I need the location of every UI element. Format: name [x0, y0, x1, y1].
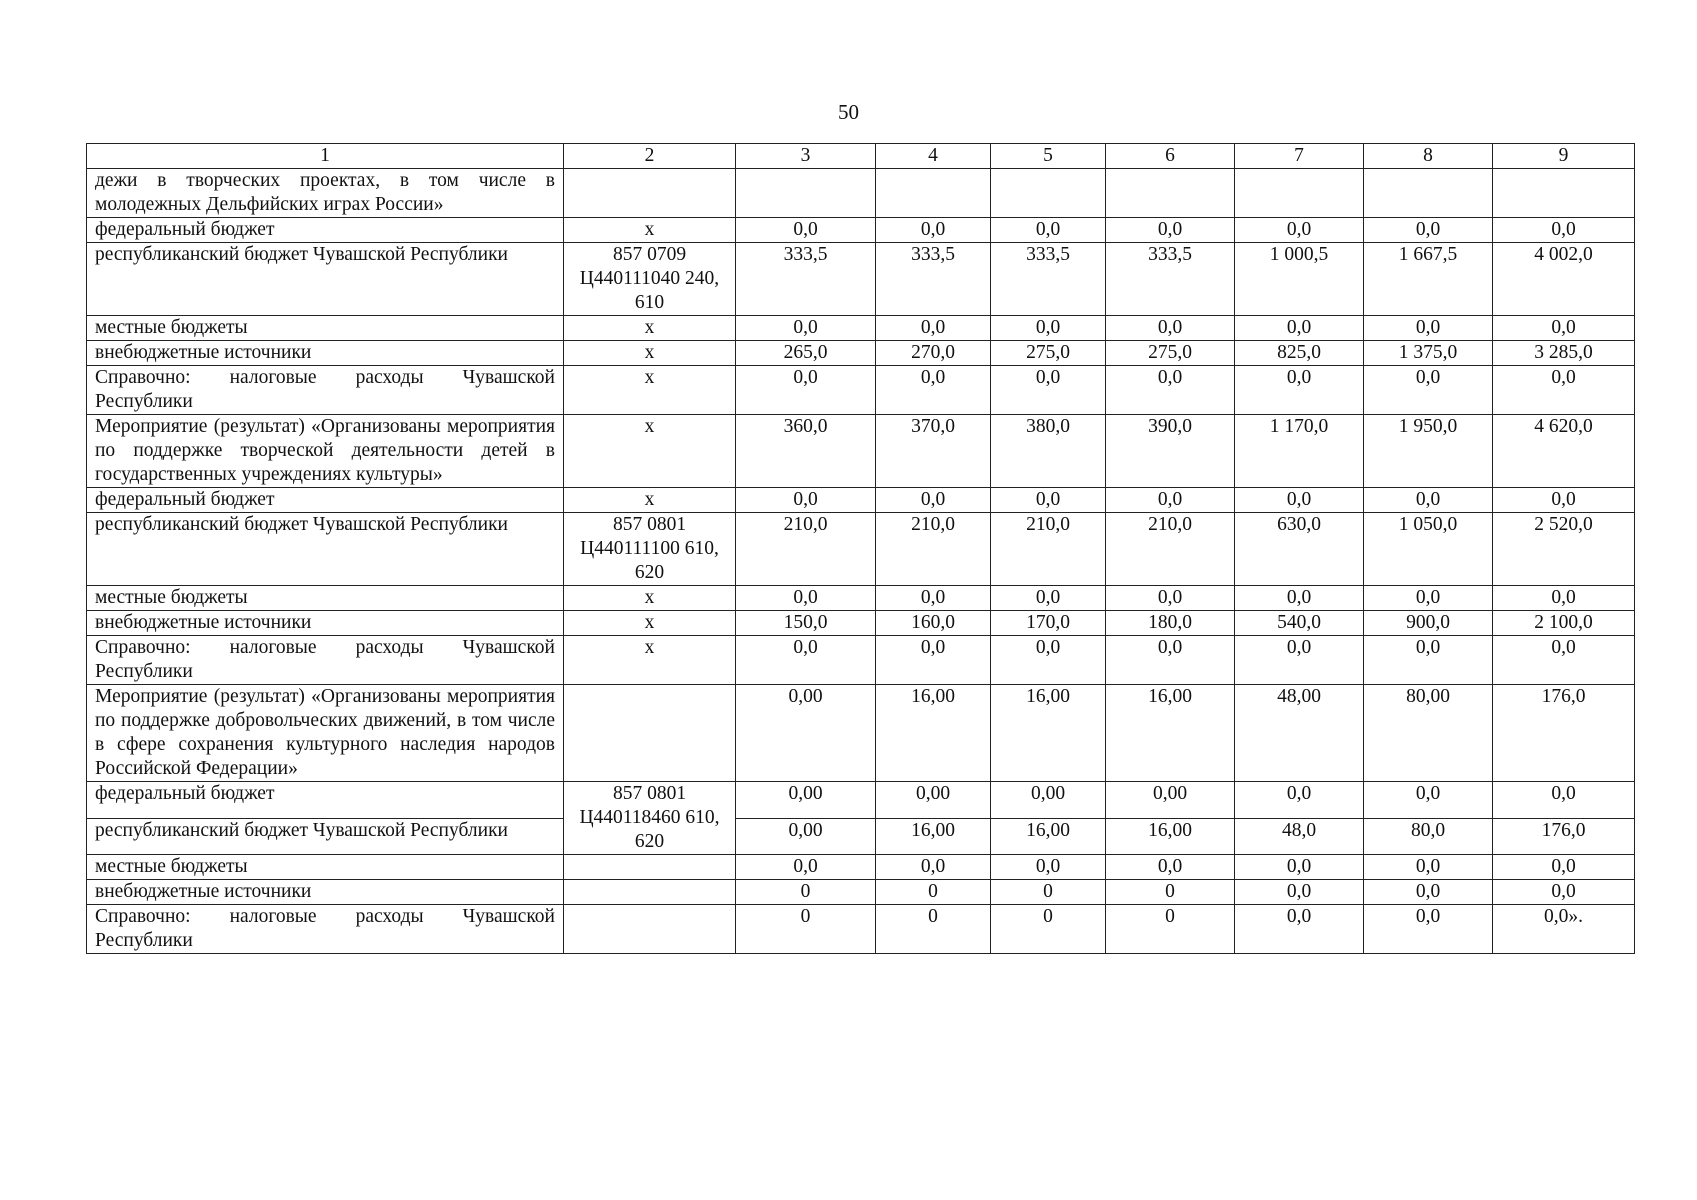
header-row — [87, 144, 1635, 169]
amount-cell: 0,0 — [1364, 782, 1493, 819]
amount-cell: 0,0 — [1235, 586, 1364, 611]
amount-cell: 0,0 — [736, 488, 876, 513]
table-row — [87, 818, 1635, 855]
amount-cell: 370,0 — [876, 415, 991, 488]
amount-cell: 1 050,0 — [1364, 513, 1493, 586]
amount-cell: 0,0 — [876, 488, 991, 513]
row-description: Справочно: налоговые расходы Чувашской Республики — [87, 905, 564, 954]
amount-cell: 0,0 — [1493, 366, 1635, 415]
table-row — [87, 905, 1635, 954]
amount-cell: 0,00 — [736, 818, 876, 855]
table-row — [87, 488, 1635, 513]
amount-cell: 0,0 — [1106, 218, 1235, 243]
amount-cell: 16,00 — [1106, 685, 1235, 782]
amount-cell: 210,0 — [876, 513, 991, 586]
table-row — [87, 169, 1635, 218]
amount-cell: 0,0 — [876, 366, 991, 415]
table-row — [87, 855, 1635, 880]
table-row — [87, 316, 1635, 341]
amount-cell: 0,0 — [991, 488, 1106, 513]
table-row — [87, 513, 1635, 586]
amount-cell: 16,00 — [876, 818, 991, 855]
amount-cell: 380,0 — [991, 415, 1106, 488]
amount-cell: 0 — [1106, 905, 1235, 954]
amount-cell: 0,0 — [1364, 316, 1493, 341]
budget-code: х — [564, 586, 736, 611]
amount-cell: 0,0 — [991, 636, 1106, 685]
row-description: Справочно: налоговые расходы Чувашской Республики — [87, 636, 564, 685]
amount-cell: 0,0 — [1235, 218, 1364, 243]
amount-cell — [991, 169, 1106, 218]
amount-cell: 2 100,0 — [1493, 611, 1635, 636]
amount-cell: 0,0 — [736, 586, 876, 611]
budget-code — [564, 905, 736, 954]
budget-code: х — [564, 488, 736, 513]
amount-cell: 0,0 — [991, 855, 1106, 880]
amount-cell: 176,0 — [1493, 685, 1635, 782]
budget-code: х — [564, 611, 736, 636]
amount-cell: 0,0 — [876, 218, 991, 243]
amount-cell: 160,0 — [876, 611, 991, 636]
row-description: федеральный бюджет — [87, 488, 564, 513]
amount-cell: 0,0 — [1364, 218, 1493, 243]
amount-cell: 1 375,0 — [1364, 341, 1493, 366]
amount-cell: 1 667,5 — [1364, 243, 1493, 316]
header-cell: 6 — [1106, 144, 1235, 169]
amount-cell: 390,0 — [1106, 415, 1235, 488]
amount-cell: 0,0 — [1493, 586, 1635, 611]
amount-cell: 150,0 — [736, 611, 876, 636]
row-description: Мероприятие (результат) «Организованы мероприятия по поддержке творческой деятельности детей в государственных учреждениях культуры» — [87, 415, 564, 488]
amount-cell: 0,0». — [1493, 905, 1635, 954]
row-description: республиканский бюджет Чувашской Республики — [87, 243, 564, 316]
amount-cell: 4 620,0 — [1493, 415, 1635, 488]
amount-cell: 0,0 — [1235, 782, 1364, 819]
amount-cell: 0 — [991, 880, 1106, 905]
row-description: внебюджетные источники — [87, 341, 564, 366]
amount-cell: 0,0 — [1493, 488, 1635, 513]
amount-cell: 16,00 — [876, 685, 991, 782]
amount-cell — [736, 169, 876, 218]
amount-cell: 0,0 — [991, 586, 1106, 611]
amount-cell: 0,0 — [876, 636, 991, 685]
amount-cell: 3 285,0 — [1493, 341, 1635, 366]
amount-cell: 176,0 — [1493, 818, 1635, 855]
page-number: 50 — [838, 100, 859, 124]
row-description: внебюджетные источники — [87, 611, 564, 636]
amount-cell: 0,0 — [1364, 880, 1493, 905]
amount-cell: 210,0 — [991, 513, 1106, 586]
amount-cell: 0,0 — [1235, 855, 1364, 880]
amount-cell: 265,0 — [736, 341, 876, 366]
row-description: республиканский бюджет Чувашской Республики — [87, 513, 564, 586]
amount-cell: 0,0 — [1235, 636, 1364, 685]
budget-code — [564, 169, 736, 218]
amount-cell: 0,00 — [1106, 782, 1235, 819]
amount-cell: 0,0 — [736, 218, 876, 243]
amount-cell: 1 170,0 — [1235, 415, 1364, 488]
amount-cell: 0,0 — [1106, 586, 1235, 611]
amount-cell: 825,0 — [1235, 341, 1364, 366]
amount-cell — [1235, 169, 1364, 218]
budget-code: х — [564, 366, 736, 415]
table-row — [87, 243, 1635, 316]
table-row — [87, 341, 1635, 366]
amount-cell: 360,0 — [736, 415, 876, 488]
table-row — [87, 636, 1635, 685]
table-row — [87, 880, 1635, 905]
amount-cell: 0,0 — [1106, 636, 1235, 685]
amount-cell: 210,0 — [1106, 513, 1235, 586]
budget-code: х — [564, 218, 736, 243]
header-cell: 4 — [876, 144, 991, 169]
amount-cell: 0 — [876, 905, 991, 954]
row-description: дежи в творческих проектах, в том числе в молодежных Дельфийских играх России» — [87, 169, 564, 218]
amount-cell: 333,5 — [1106, 243, 1235, 316]
amount-cell: 0 — [876, 880, 991, 905]
header-cell: 7 — [1235, 144, 1364, 169]
amount-cell: 0,0 — [876, 855, 991, 880]
amount-cell: 0,0 — [876, 316, 991, 341]
table-row — [87, 685, 1635, 782]
amount-cell — [1364, 169, 1493, 218]
row-description: республиканский бюджет Чувашской Республики — [87, 818, 564, 855]
amount-cell: 0,0 — [1235, 488, 1364, 513]
table-row — [87, 586, 1635, 611]
amount-cell: 180,0 — [1106, 611, 1235, 636]
header-cell: 2 — [564, 144, 736, 169]
amount-cell: 275,0 — [1106, 341, 1235, 366]
amount-cell: 0,0 — [736, 316, 876, 341]
amount-cell: 0,0 — [1364, 488, 1493, 513]
budget-code: х — [564, 636, 736, 685]
table-row — [87, 366, 1635, 415]
amount-cell: 270,0 — [876, 341, 991, 366]
amount-cell: 80,00 — [1364, 685, 1493, 782]
budget-code: х — [564, 316, 736, 341]
amount-cell: 0,0 — [1235, 905, 1364, 954]
amount-cell: 48,0 — [1235, 818, 1364, 855]
budget-code — [564, 880, 736, 905]
amount-cell: 0,0 — [1493, 218, 1635, 243]
header-cell: 8 — [1364, 144, 1493, 169]
amount-cell: 0,0 — [736, 636, 876, 685]
amount-cell: 333,5 — [736, 243, 876, 316]
amount-cell: 0,0 — [876, 586, 991, 611]
amount-cell: 0,0 — [1106, 316, 1235, 341]
amount-cell: 0 — [736, 905, 876, 954]
amount-cell: 4 002,0 — [1493, 243, 1635, 316]
amount-cell: 0,0 — [991, 366, 1106, 415]
amount-cell: 16,00 — [1106, 818, 1235, 855]
amount-cell: 210,0 — [736, 513, 876, 586]
amount-cell: 275,0 — [991, 341, 1106, 366]
amount-cell: 1 000,5 — [1235, 243, 1364, 316]
budget-code: 857 0801 Ц440111100 610, 620 — [564, 513, 736, 586]
amount-cell — [1493, 169, 1635, 218]
row-description: местные бюджеты — [87, 855, 564, 880]
table-row — [87, 415, 1635, 488]
row-description: федеральный бюджет — [87, 218, 564, 243]
budget-code — [564, 685, 736, 782]
row-description: внебюджетные источники — [87, 880, 564, 905]
amount-cell: 0,00 — [736, 782, 876, 819]
table-row — [87, 611, 1635, 636]
amount-cell: 900,0 — [1364, 611, 1493, 636]
amount-cell: 0,0 — [991, 218, 1106, 243]
header-cell: 1 — [87, 144, 564, 169]
amount-cell: 0,0 — [1235, 366, 1364, 415]
header-cell: 5 — [991, 144, 1106, 169]
amount-cell: 333,5 — [876, 243, 991, 316]
amount-cell — [1106, 169, 1235, 218]
amount-cell: 0,0 — [1106, 488, 1235, 513]
amount-cell: 170,0 — [991, 611, 1106, 636]
amount-cell: 630,0 — [1235, 513, 1364, 586]
amount-cell: 16,00 — [991, 818, 1106, 855]
amount-cell: 0,0 — [1364, 855, 1493, 880]
budget-code: 857 0801 Ц440118460 610, 620 — [564, 782, 736, 855]
amount-cell: 48,00 — [1235, 685, 1364, 782]
amount-cell: 1 950,0 — [1364, 415, 1493, 488]
amount-cell: 0,0 — [736, 366, 876, 415]
budget-code: х — [564, 415, 736, 488]
row-description: местные бюджеты — [87, 586, 564, 611]
header-cell: 3 — [736, 144, 876, 169]
header-cell: 9 — [1493, 144, 1635, 169]
amount-cell: 0,0 — [991, 316, 1106, 341]
row-description: Мероприятие (результат) «Организованы мероприятия по поддержке добровольческих движений, в том числе в сфере сохранения культурного наследия народов Российской Федерации» — [87, 685, 564, 782]
amount-cell: 0,0 — [1235, 316, 1364, 341]
amount-cell: 0,00 — [991, 782, 1106, 819]
amount-cell: 0,00 — [736, 685, 876, 782]
amount-cell: 0,0 — [1493, 855, 1635, 880]
amount-cell: 540,0 — [1235, 611, 1364, 636]
amount-cell: 80,0 — [1364, 818, 1493, 855]
amount-cell: 0,0 — [1493, 316, 1635, 341]
amount-cell: 0,0 — [1364, 586, 1493, 611]
budget-code: 857 0709 Ц440111040 240, 610 — [564, 243, 736, 316]
row-description: местные бюджеты — [87, 316, 564, 341]
table-row — [87, 218, 1635, 243]
amount-cell: 333,5 — [991, 243, 1106, 316]
amount-cell: 0,0 — [1493, 880, 1635, 905]
amount-cell: 0,0 — [1364, 636, 1493, 685]
table-row — [87, 782, 1635, 819]
amount-cell: 0,0 — [1493, 636, 1635, 685]
amount-cell: 0,0 — [1106, 366, 1235, 415]
amount-cell: 0,0 — [1364, 905, 1493, 954]
amount-cell: 0 — [991, 905, 1106, 954]
amount-cell: 0,0 — [736, 855, 876, 880]
amount-cell: 0,0 — [1235, 880, 1364, 905]
amount-cell: 0 — [1106, 880, 1235, 905]
amount-cell — [876, 169, 991, 218]
amount-cell: 0,0 — [1364, 366, 1493, 415]
budget-code — [564, 855, 736, 880]
amount-cell: 0,0 — [1493, 782, 1635, 819]
amount-cell: 16,00 — [991, 685, 1106, 782]
amount-cell: 0,0 — [1106, 855, 1235, 880]
amount-cell: 2 520,0 — [1493, 513, 1635, 586]
amount-cell: 0,00 — [876, 782, 991, 819]
budget-table — [86, 143, 1635, 954]
budget-code: х — [564, 341, 736, 366]
row-description: Справочно: налоговые расходы Чувашской Республики — [87, 366, 564, 415]
row-description: федеральный бюджет — [87, 782, 564, 819]
amount-cell: 0 — [736, 880, 876, 905]
